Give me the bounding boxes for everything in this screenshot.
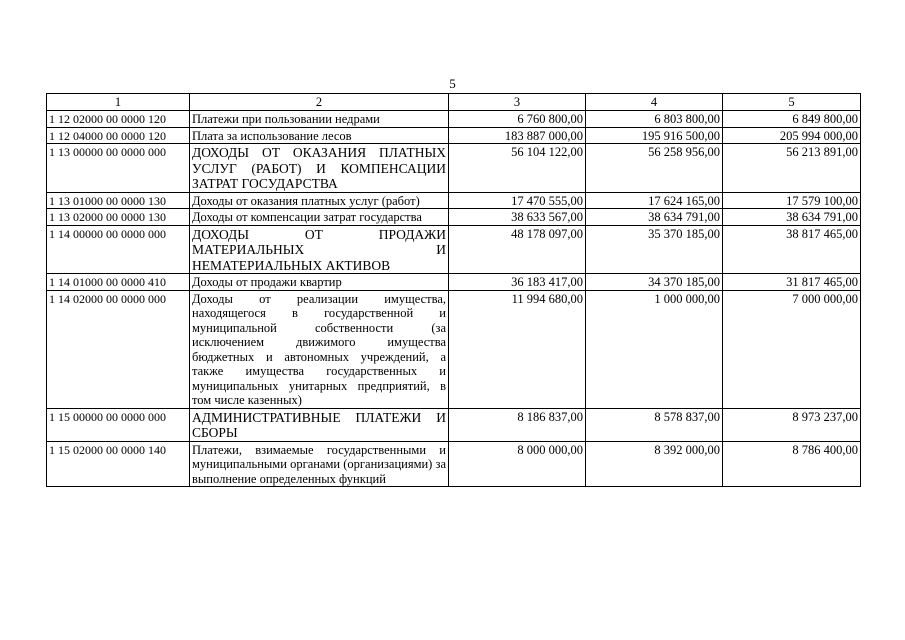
amount-col-5: 31 817 465,00 bbox=[723, 274, 861, 291]
classification-code: 1 14 00000 00 0000 000 bbox=[47, 225, 190, 274]
amount-col-4: 56 258 956,00 bbox=[586, 144, 723, 193]
classification-code: 1 14 02000 00 0000 000 bbox=[47, 290, 190, 408]
table-row bbox=[47, 111, 861, 128]
classification-code: 1 14 01000 00 0000 410 bbox=[47, 274, 190, 291]
amount-col-5: 56 213 891,00 bbox=[723, 144, 861, 193]
amount-col-3: 6 760 800,00 bbox=[449, 111, 586, 128]
revenue-name: АДМИНИСТРАТИВНЫЕ ПЛАТЕЖИ И СБОРЫ bbox=[190, 408, 449, 441]
revenue-name: ДОХОДЫ ОТ ПРОДАЖИ МАТЕРИАЛЬНЫХ И НЕМАТЕРИАЛЬНЫХ АКТИВОВ bbox=[190, 225, 449, 274]
amount-col-4: 195 916 500,00 bbox=[586, 127, 723, 144]
amount-col-4: 8 392 000,00 bbox=[586, 441, 723, 487]
table-row bbox=[47, 127, 861, 144]
amount-col-5: 7 000 000,00 bbox=[723, 290, 861, 408]
table-row bbox=[47, 225, 861, 274]
amount-col-5: 38 634 791,00 bbox=[723, 209, 861, 226]
revenue-name: Доходы от продажи квартир bbox=[190, 274, 449, 291]
revenue-name: Платежи при пользовании недрами bbox=[190, 111, 449, 128]
amount-col-5: 38 817 465,00 bbox=[723, 225, 861, 274]
amount-col-3: 17 470 555,00 bbox=[449, 192, 586, 209]
header-cell-1: 1 bbox=[47, 94, 190, 111]
amount-col-3: 48 178 097,00 bbox=[449, 225, 586, 274]
revenue-name: Плата за использование лесов bbox=[190, 127, 449, 144]
amount-col-3: 36 183 417,00 bbox=[449, 274, 586, 291]
classification-code: 1 15 00000 00 0000 000 bbox=[47, 408, 190, 441]
table-row bbox=[47, 209, 861, 226]
table-row bbox=[47, 290, 861, 408]
amount-col-4: 1 000 000,00 bbox=[586, 290, 723, 408]
amount-col-4: 38 634 791,00 bbox=[586, 209, 723, 226]
header-cell-2: 2 bbox=[190, 94, 449, 111]
header-cell-3: 3 bbox=[449, 94, 586, 111]
classification-code: 1 13 01000 00 0000 130 bbox=[47, 192, 190, 209]
budget-revenue-table bbox=[46, 93, 861, 487]
amount-col-3: 38 633 567,00 bbox=[449, 209, 586, 226]
classification-code: 1 13 02000 00 0000 130 bbox=[47, 209, 190, 226]
amount-col-4: 35 370 185,00 bbox=[586, 225, 723, 274]
table-row bbox=[47, 441, 861, 487]
amount-col-4: 34 370 185,00 bbox=[586, 274, 723, 291]
amount-col-4: 17 624 165,00 bbox=[586, 192, 723, 209]
amount-col-5: 17 579 100,00 bbox=[723, 192, 861, 209]
revenue-name: Доходы от реализации имущества, находящегося в государственной и муниципальной собственности (за исключением движимого имущества бюджетных и автономных учреждений, а также имущества государственных и муниципальных унитарных предприятий, в том числе казенных) bbox=[190, 290, 449, 408]
amount-col-5: 8 973 237,00 bbox=[723, 408, 861, 441]
table-row bbox=[47, 192, 861, 209]
amount-col-3: 183 887 000,00 bbox=[449, 127, 586, 144]
amount-col-3: 8 000 000,00 bbox=[449, 441, 586, 487]
classification-code: 1 15 02000 00 0000 140 bbox=[47, 441, 190, 487]
classification-code: 1 13 00000 00 0000 000 bbox=[47, 144, 190, 193]
amount-col-3: 11 994 680,00 bbox=[449, 290, 586, 408]
table-row bbox=[47, 144, 861, 193]
header-cell-5: 5 bbox=[723, 94, 861, 111]
revenue-name: Платежи, взимаемые государственными и муниципальными органами (организациями) за выполнение определенных функций bbox=[190, 441, 449, 487]
amount-col-5: 205 994 000,00 bbox=[723, 127, 861, 144]
amount-col-3: 56 104 122,00 bbox=[449, 144, 586, 193]
revenue-name: Доходы от компенсации затрат государства bbox=[190, 209, 449, 226]
page-number: 5 bbox=[449, 76, 456, 91]
classification-code: 1 12 02000 00 0000 120 bbox=[47, 111, 190, 128]
table-header-row bbox=[47, 94, 861, 111]
amount-col-3: 8 186 837,00 bbox=[449, 408, 586, 441]
revenue-name: Доходы от оказания платных услуг (работ) bbox=[190, 192, 449, 209]
amount-col-4: 6 803 800,00 bbox=[586, 111, 723, 128]
amount-col-4: 8 578 837,00 bbox=[586, 408, 723, 441]
table-row bbox=[47, 274, 861, 291]
table-row bbox=[47, 408, 861, 441]
revenue-name: ДОХОДЫ ОТ ОКАЗАНИЯ ПЛАТНЫХ УСЛУГ (РАБОТ) И КОМПЕНСАЦИИ ЗАТРАТ ГОСУДАРСТВА bbox=[190, 144, 449, 193]
amount-col-5: 8 786 400,00 bbox=[723, 441, 861, 487]
header-cell-4: 4 bbox=[586, 94, 723, 111]
amount-col-5: 6 849 800,00 bbox=[723, 111, 861, 128]
classification-code: 1 12 04000 00 0000 120 bbox=[47, 127, 190, 144]
